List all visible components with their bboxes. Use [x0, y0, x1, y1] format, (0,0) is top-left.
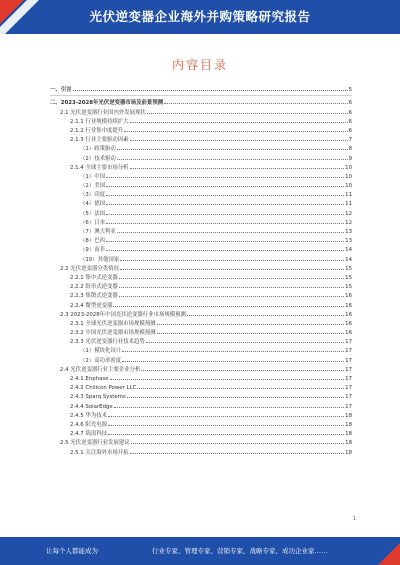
- toc-entry[interactable]: [50, 437, 352, 446]
- toc-entry-label: 2.4.6 阳光电源: [70, 421, 107, 428]
- toc-entry[interactable]: [50, 226, 352, 235]
- toc-entry[interactable]: [50, 207, 352, 216]
- toc-entry[interactable]: [50, 272, 352, 281]
- toc-dot-leader: [147, 112, 348, 114]
- toc-entry-label: （1）政策驱动: [80, 146, 116, 153]
- toc-entry[interactable]: [50, 244, 352, 253]
- toc-entry-label: 2.1 光伏逆变器行业国内外发展现状: [60, 109, 146, 116]
- toc-entry-label: （2）美国: [80, 183, 105, 190]
- toc-entry-page: 18: [345, 412, 352, 419]
- toc-entry-label: 2.4.7 锦浪科技: [70, 431, 107, 438]
- toc-dot-leader: [157, 323, 345, 325]
- toc-dot-leader: [122, 350, 344, 352]
- toc-entry-label: （4）德国: [80, 201, 105, 208]
- toc-entry[interactable]: [50, 419, 352, 428]
- toc-dot-leader: [146, 341, 344, 343]
- toc-entry[interactable]: [50, 162, 352, 171]
- toc-entry-label: 2.3 2023-2028年中国光伏逆变器行业市场规模预测: [60, 311, 186, 318]
- toc-entry[interactable]: [50, 235, 352, 244]
- toc-entry-label: 2.2.2 组串式逆变器: [70, 284, 118, 291]
- toc-entry-label: 2.2.3 集散式逆变器: [70, 293, 118, 300]
- toc-dot-leader: [108, 424, 344, 426]
- toc-dot-leader: [117, 158, 348, 160]
- toc-entry-label: （8）巴西: [80, 238, 105, 245]
- toc-entry-label: （6）日本: [80, 219, 105, 226]
- toc-dot-leader: [124, 130, 347, 132]
- toc-dot-leader: [141, 369, 344, 371]
- toc-entry-label: 2.1.1 行业规模持续扩大: [70, 118, 129, 125]
- toc-entry-page: 10: [345, 164, 352, 171]
- toc-dot-leader: [122, 360, 344, 362]
- toc-entry[interactable]: [50, 152, 352, 161]
- toc-entry-label: 2.4.5 华为技术: [70, 412, 107, 419]
- toc-entry-page: 12: [345, 219, 352, 226]
- toc-entry[interactable]: [50, 134, 352, 143]
- toc-entry[interactable]: [50, 97, 352, 106]
- toc-entry-label: 2.4.2 Chilicon Power LLC: [70, 385, 137, 392]
- toc-entry-label: （10）其他国家: [80, 256, 120, 263]
- toc-dot-leader: [108, 415, 344, 417]
- toc-entry-page: 16: [345, 293, 352, 300]
- toc-dot-leader: [117, 148, 348, 150]
- toc-entry-page: 6: [348, 109, 352, 116]
- toc-entry-label: 2.4.3 Sparq Systems: [70, 394, 126, 401]
- toc-dot-leader: [130, 452, 345, 454]
- toc-entry-page: 10: [345, 173, 352, 180]
- toc-heading: 内容目录: [171, 58, 228, 72]
- toc-dot-leader: [106, 203, 344, 205]
- toc-entry[interactable]: [50, 299, 352, 308]
- toc-entry-page: 11: [345, 201, 352, 208]
- toc-dot-leader: [106, 185, 344, 187]
- table-of-contents: [50, 84, 352, 456]
- toc-dot-leader: [106, 176, 344, 178]
- toc-dot-leader: [119, 286, 344, 288]
- toc-entry-label: （2）技术驱动: [80, 155, 116, 162]
- toc-dot-leader: [137, 387, 344, 389]
- toc-entry-label: 2.3.3 光伏逆变器行业技术趋势: [70, 339, 145, 346]
- toc-entry-page: 13: [345, 238, 352, 245]
- toc-entry-page: 17: [345, 348, 352, 355]
- toc-entry[interactable]: [50, 143, 352, 152]
- toc-entry[interactable]: [50, 198, 352, 207]
- toc-entry-label: 一、引言: [50, 87, 72, 94]
- toc-entry-label: 2.2.1 集中式逆变器: [70, 274, 118, 281]
- toc-entry[interactable]: [50, 217, 352, 226]
- toc-entry-label: 2.2 光伏逆变器分类情况: [60, 265, 119, 272]
- toc-entry-label: （1）中国: [80, 173, 105, 180]
- toc-entry[interactable]: [50, 125, 352, 134]
- toc-entry-page: 17: [345, 339, 352, 346]
- toc-entry-label: （1）模块化设计: [80, 348, 122, 355]
- toc-entry[interactable]: [50, 84, 352, 93]
- toc-entry-page: 8: [348, 146, 352, 153]
- toc-dot-leader: [117, 231, 344, 233]
- toc-entry-page: 7: [348, 137, 352, 144]
- toc-entry-page: 14: [345, 247, 352, 254]
- toc-entry[interactable]: [50, 327, 352, 336]
- toc-entry-page: 18: [345, 440, 352, 447]
- toc-entry-label: 2.5.1 关注海外市场开拓: [70, 449, 129, 456]
- toc-entry-page: 16: [345, 311, 352, 318]
- toc-dot-leader: [108, 433, 344, 435]
- toc-entry-page: 16: [345, 320, 352, 327]
- toc-entry-page: 16: [345, 330, 352, 337]
- toc-dot-leader: [127, 396, 344, 398]
- toc-dot-leader: [106, 222, 344, 224]
- toc-entry-label: 2.1.2 行业集中度提升: [70, 127, 124, 134]
- toc-dot-leader: [130, 139, 348, 141]
- toc-entry-page: 15: [345, 265, 352, 272]
- toc-entry-label: 2.3.1 全球光伏逆变器市场规模预测: [70, 320, 156, 327]
- toc-dot-leader: [164, 102, 347, 104]
- toc-entry-label: 2.2.4 微型逆变器: [70, 302, 113, 309]
- toc-entry[interactable]: [50, 354, 352, 363]
- toc-entry[interactable]: [50, 263, 352, 272]
- toc-entry-page: 14: [345, 256, 352, 263]
- toc-entry[interactable]: [50, 180, 352, 189]
- toc-entry-label: （9）南非: [80, 247, 105, 254]
- toc-entry[interactable]: [50, 391, 352, 400]
- toc-entry-page: 6: [348, 100, 352, 107]
- toc-entry-label: 2.5 光伏逆变器行业发展建议: [60, 440, 130, 447]
- toc-entry-page: 9: [348, 155, 352, 162]
- report-footer: [0, 537, 400, 565]
- toc-entry[interactable]: [50, 318, 352, 327]
- toc-entry-page: 6: [348, 127, 352, 134]
- toc-separator: [50, 95, 352, 96]
- toc-entry-page: 17: [345, 394, 352, 401]
- toc-entry-label: （2）高功率密度: [80, 357, 122, 364]
- footer-red-accent: [378, 537, 400, 565]
- toc-dot-leader: [119, 295, 344, 297]
- toc-entry[interactable]: [50, 309, 352, 318]
- toc-entry-page: 17: [345, 376, 352, 382]
- toc-entry-label: 2.1.3 行业主要驱动因素: [70, 137, 129, 144]
- toc-dot-leader: [120, 268, 344, 270]
- toc-entry-page: 17: [345, 366, 352, 373]
- toc-entry-label: 2.4.1 Enphase: [70, 376, 109, 382]
- toc-entry-page: 15: [345, 284, 352, 291]
- toc-dot-leader: [119, 277, 344, 279]
- toc-dot-leader: [114, 406, 344, 408]
- toc-entry-label: 2.4 光伏逆变器行业主要企业分析: [60, 366, 141, 373]
- toc-entry-page: 6: [348, 118, 352, 125]
- toc-entry-page: 18: [345, 449, 352, 456]
- toc-entry[interactable]: [50, 281, 352, 290]
- report-title: 光伏逆变器企业海外并购策略研究报告: [89, 9, 311, 24]
- footer-slogan-left: 让每个人都能成为: [46, 547, 98, 555]
- toc-entry[interactable]: [50, 428, 352, 437]
- toc-entry-page: 15: [345, 274, 352, 281]
- toc-entry[interactable]: [50, 373, 352, 382]
- toc-entry-page: 13: [345, 229, 352, 235]
- toc-entry[interactable]: [50, 106, 352, 115]
- toc-dot-leader: [157, 332, 345, 334]
- toc-entry-page: 12: [345, 210, 352, 217]
- toc-entry-page: 5: [348, 87, 352, 94]
- toc-dot-leader: [131, 442, 345, 444]
- toc-dot-leader: [187, 314, 344, 316]
- toc-entry[interactable]: [50, 382, 352, 391]
- toc-dot-leader: [110, 378, 345, 380]
- toc-entry-label: 二、2023-2028年光伏逆变器市场及前景预测: [50, 100, 164, 107]
- toc-entry[interactable]: [50, 171, 352, 180]
- toc-dot-leader: [130, 121, 348, 123]
- toc-dot-leader: [106, 240, 344, 242]
- toc-entry[interactable]: [50, 253, 352, 262]
- toc-entry-page: 18: [345, 421, 352, 428]
- toc-entry[interactable]: [50, 336, 352, 345]
- toc-entry[interactable]: [50, 290, 352, 299]
- toc-entry-label: （7）澳大利亚: [80, 229, 116, 235]
- toc-entry-page: 16: [345, 302, 352, 309]
- toc-entry-page: 17: [345, 357, 352, 364]
- report-header: [0, 0, 400, 34]
- toc-entry[interactable]: [50, 364, 352, 373]
- toc-entry[interactable]: [50, 400, 352, 409]
- toc-entry-page: 17: [345, 403, 352, 410]
- toc-entry-label: 2.4.4 SolarEdge: [70, 403, 113, 410]
- toc-entry-page: 10: [345, 183, 352, 190]
- page-number: 1: [352, 516, 356, 522]
- toc-dot-leader: [106, 194, 344, 196]
- toc-entry-page: 18: [345, 431, 352, 438]
- toc-dot-leader: [106, 213, 344, 215]
- toc-entry[interactable]: [50, 345, 352, 354]
- toc-entry-page: 17: [345, 385, 352, 392]
- toc-dot-leader: [120, 259, 344, 261]
- toc-entry-page: 11: [345, 192, 352, 199]
- toc-entry-label: （3）印度: [80, 192, 105, 199]
- toc-entry-label: 2.3.2 中国光伏逆变器市场规模预测: [70, 330, 156, 337]
- footer-slogan-right: 行业专家、管理专家、营销专家、战略专家、成功企业家……: [152, 547, 328, 555]
- toc-entry[interactable]: [50, 189, 352, 198]
- toc-dot-leader: [106, 249, 344, 251]
- toc-entry-label: 2.1.4 全球主要市场分析: [70, 164, 129, 171]
- toc-entry-label: （5）法国: [80, 210, 105, 217]
- toc-entry[interactable]: [50, 410, 352, 419]
- toc-dot-leader: [130, 167, 345, 169]
- toc-entry[interactable]: [50, 116, 352, 125]
- toc-dot-leader: [73, 89, 348, 91]
- toc-dot-leader: [113, 305, 344, 307]
- toc-entry[interactable]: [50, 446, 352, 455]
